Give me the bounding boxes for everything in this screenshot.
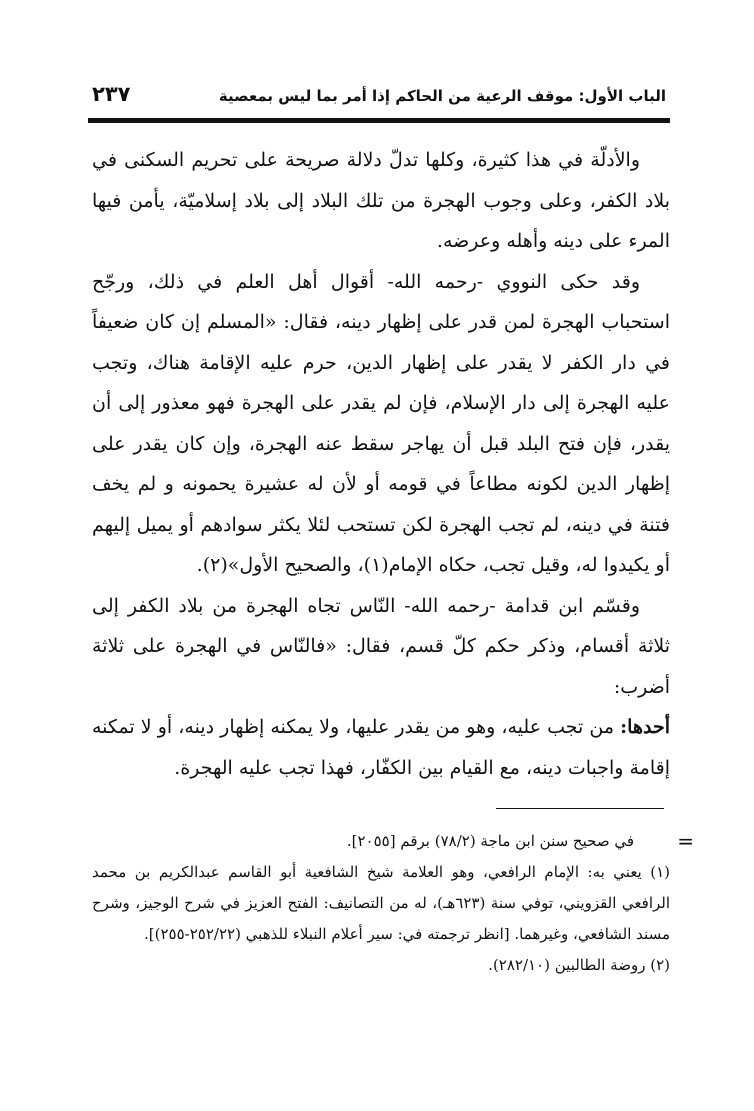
footnote-separator xyxy=(496,808,664,809)
footnotes xyxy=(92,826,694,981)
paragraph-4-lead: أحدها: xyxy=(620,716,670,738)
paragraph-4-text: من تجب عليه، وهو من يقدر عليها، ولا يمكنه إظهار دينه، أو لا تمكنه إقامة واجبات دينه، مع القيام بين الكفّار، فهذا تجب عليه الهجرة. xyxy=(92,716,670,779)
paragraph-1: والأدلّة في هذا كثيرة، وكلها تدلّ دلالة صريحة على تحريم السكنى في بلاد الكفر، وعلى وجوب الهجرة من تلك البلاد إلى بلاد إسلاميّة، يأمن فيها المرء على دينه وأهله وعرضه. xyxy=(92,149,670,252)
footnote-2: (٢) روضة الطالبين (٢٨٢/١٠). xyxy=(488,956,670,974)
page-header xyxy=(92,82,666,112)
header-rule xyxy=(88,118,670,123)
paragraph-3: وقسّم ابن قدامة -رحمه الله- النّاس تجاه الهجرة من بلاد الكفر إلى ثلاثة أقسام، وذكر حكم كلّ قسم، فقال: «فالنّاس في الهجرة على ثلاثة أضرب: xyxy=(92,594,670,698)
continuation-mark: = xyxy=(677,829,694,853)
footnote-continuation xyxy=(92,826,694,857)
running-title: الباب الأول: موقف الرعية من الحاكم إذا أمر بما ليس بمعصية xyxy=(218,87,666,105)
paragraph-4 xyxy=(92,707,670,788)
paragraph-2: وقد حكى النووي -رحمه الله- أقوال أهل العلم في ذلك، ورجّح استحباب الهجرة لمن قدر على إظهار دينه، فقال: «المسلم إن كان ضعيفاً في دار الكفر لا يقدر على إظهار الدين، حرم عليه الإقامة هناك، وتجب عليه الهجرة إلى دار الإسلام، فإن لم يقدر على الهجرة فهو معذور إلى أن يقدر، فإن فتح البلد قبل أن يهاجر سقط عنه الهجرة، وإن كان يقدر على إظهار الدين لكونه مطاعاً في قومه أو لأن له عشيرة يحمونه و لم يخف فتنة في دينه، لم تجب الهجرة لكن تستحب لئلا يكثر سوادهم أو يميل إليهم أو يكيدوا له، وقيل تجب، حكاه الإمام(١)، والصحيح الأول»(٢). xyxy=(92,270,670,576)
page-number: ٢٣٧ xyxy=(92,82,131,106)
footnote-continuation-text: في صحيح سنن ابن ماجة (٧٨/٢) برقم [٢٠٥٥]. xyxy=(346,832,634,850)
footnote-1: (١) يعني به: الإمام الرافعي، وهو العلامة شيخ الشافعية أبو القاسم عبدالكريم بن محمد الرافعي القزويني، توفي سنة (٦٢٣هـ)، له من التصانيف: الفتح العزيز في شرح الوجيز، وشرح مسند الشافعي، وغيرهما. [انظر ترجمته في: سير أعلام النبلاء للذهبي (٢٥٢/٢٢-٢٥٥)]. xyxy=(92,863,671,943)
main-text xyxy=(92,140,670,788)
